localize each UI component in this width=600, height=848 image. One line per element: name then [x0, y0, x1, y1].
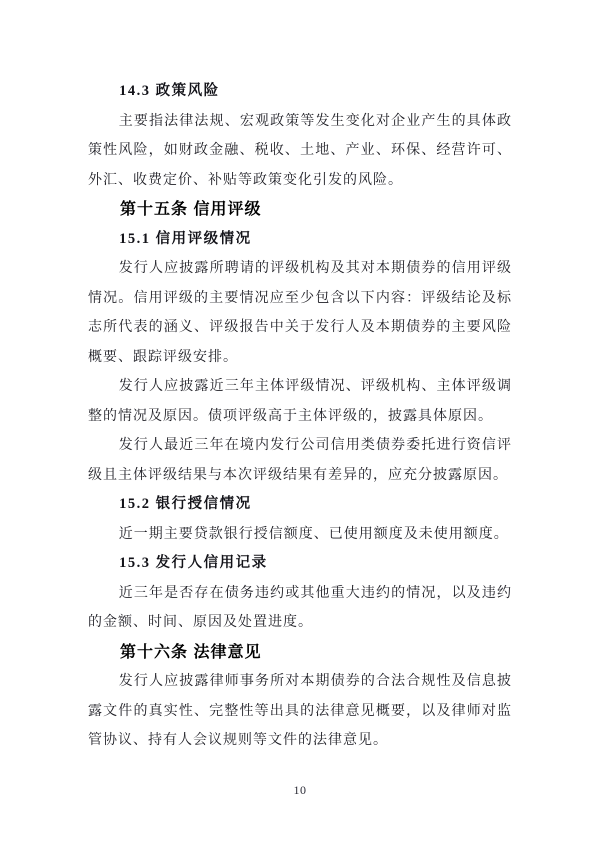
paragraph-default-record: 近三年是否存在债务违约或其他重大违约的情况，以及违约的金额、时间、原因及处置进度。 — [88, 585, 512, 630]
paragraph-bank-credit-lines: 近一期主要贷款银行授信额度、已使用额度及未使用额度。 — [118, 526, 509, 542]
paragraph-policy-risk: 主要指法律法规、宏观政策等发生变化对企业产生的具体政策性风险，如财政金融、税收、土地、产业、环保、经营许可、外汇、收费定价、补贴等政策变化引发的风险。 — [88, 113, 512, 188]
paragraph-rating-difference: 发行人最近三年在境内发行公司信用类债券委托进行资信评级且主体评级结果与本次评级结果有差异的，应充分披露原因。 — [88, 438, 512, 483]
paragraph-rating-disclosure: 发行人应披露所聘请的评级机构及其对本期债券的信用评级情况。信用评级的主要情况应至少包含以下内容：评级结论及标志所代表的涵义、评级报告中关于发行人及本期债券的主要风险概要、跟踪评级安排。 — [88, 261, 512, 365]
chapter-heading-16-legal-opinion: 第十六条 法律意见 — [120, 643, 262, 661]
paragraph-legal-opinion: 发行人应披露律师事务所对本期债券的合法合规性及信息披露文件的真实性、完整性等出具的法律意见概要，以及律师对监管协议、持有人会议规则等文件的法律意见。 — [88, 674, 512, 748]
page-number: 10 — [293, 783, 307, 797]
subsection-heading-14-3-policy-risk: 14.3 政策风险 — [119, 83, 220, 99]
subsection-heading-15-3-issuer-credit-record: 15.3 发行人信用记录 — [119, 555, 268, 571]
chapter-heading-15-credit-rating: 第十五条 信用评级 — [120, 201, 262, 218]
subsection-heading-15-1-credit-rating-status: 15.1 信用评级情况 — [119, 230, 252, 247]
paragraph-three-year-rating: 发行人应披露近三年主体评级情况、评级机构、主体评级调整的情况及原因。债项评级高于主体评级的，披露具体原因。 — [88, 379, 512, 424]
subsection-heading-15-2-bank-credit: 15.2 银行授信情况 — [119, 496, 252, 512]
document-body — [88, 77, 512, 756]
